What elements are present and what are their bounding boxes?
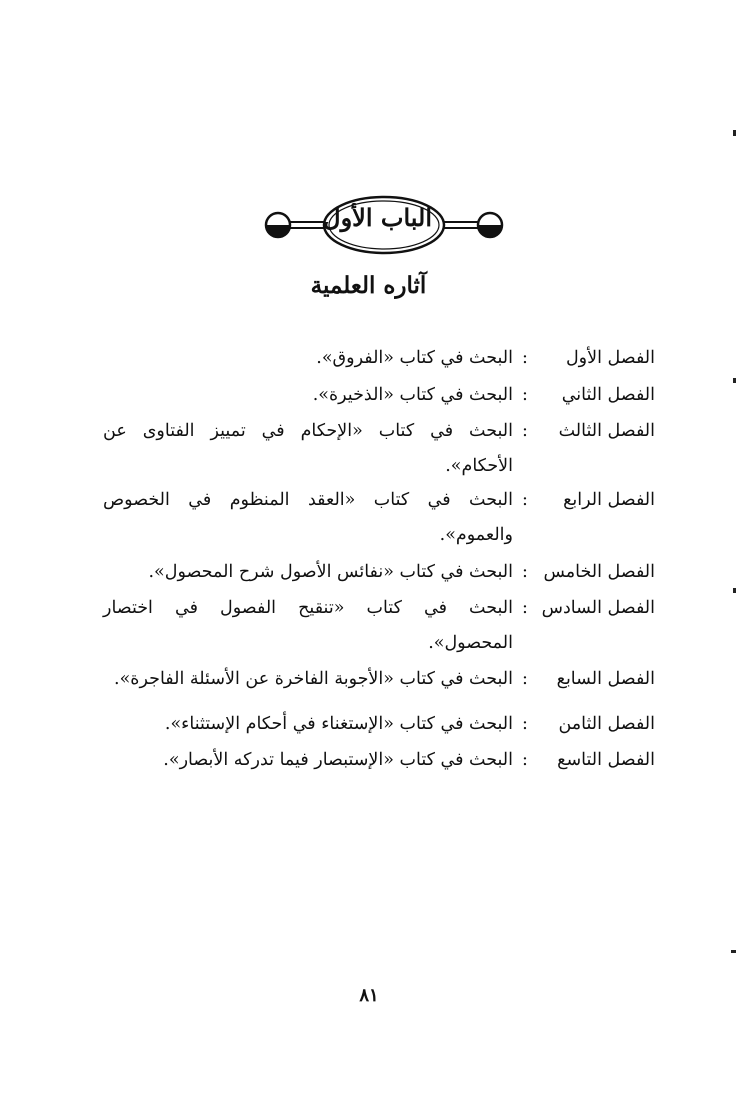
chapter-label: الفصل الرابع bbox=[563, 490, 655, 510]
chapter-continuation: المحصول». bbox=[428, 633, 513, 653]
chapter-row-7 bbox=[0, 669, 737, 695]
chapter-description: البحث في كتاب «الفروق». bbox=[316, 348, 513, 368]
chapter-label: الفصل الثامن bbox=[558, 714, 655, 734]
chapter-description: البحث في كتاب «نفائس الأصول شرح المحصول». bbox=[148, 562, 513, 582]
chapter-separator: : bbox=[522, 490, 528, 510]
chapter-description: البحث في كتاب «الإستغناء في أحكام الإستثناء». bbox=[164, 714, 513, 734]
chapter-separator: : bbox=[522, 669, 528, 689]
chapter-row-1 bbox=[0, 348, 737, 374]
chapter-separator: : bbox=[522, 598, 528, 618]
chapter-description: البحث في كتاب «الإستبصار فيما تدركه الأبصار». bbox=[163, 750, 513, 770]
page-number: ٨١ bbox=[359, 985, 379, 1006]
chapter-row-6 bbox=[0, 598, 737, 624]
chapter-row-3 bbox=[0, 421, 737, 447]
chapter-description: البحث في كتاب «الأجوبة الفاخرة عن الأسئلة الفاجرة». bbox=[114, 669, 513, 689]
chapter-row-8 bbox=[0, 714, 737, 740]
chapter-row-9 bbox=[0, 750, 737, 776]
chapter-label: الفصل الثالث bbox=[558, 421, 655, 441]
chapter-separator: : bbox=[522, 714, 528, 734]
page-subtitle: آثاره العلمية bbox=[310, 272, 427, 299]
chapter-label: الفصل السادس bbox=[541, 598, 655, 618]
chapter-row-2 bbox=[0, 385, 737, 411]
chapter-separator: : bbox=[522, 421, 528, 441]
chapter-label: الفصل الأول bbox=[565, 348, 655, 368]
chapter-description: البحث في كتاب «الذخيرة». bbox=[312, 385, 513, 405]
chapter-label: الفصل السابع bbox=[556, 669, 655, 689]
chapter-separator: : bbox=[522, 562, 528, 582]
chapter-row-4 bbox=[0, 490, 737, 516]
scan-speck bbox=[733, 130, 736, 136]
scan-speck bbox=[733, 588, 736, 593]
chapter-label: الفصل التاسع bbox=[557, 750, 655, 770]
chapter-row-5 bbox=[0, 562, 737, 588]
chapter-description: البحث في كتاب «الإحكام في تمييز الفتاوى عن bbox=[103, 421, 513, 441]
chapter-heading: الباب الأول bbox=[323, 203, 432, 232]
chapter-continuation: الأحكام». bbox=[445, 456, 513, 476]
scan-speck bbox=[731, 950, 736, 953]
chapter-description: البحث في كتاب «تنقيح الفصول في اختصار bbox=[103, 598, 513, 618]
chapter-label: الفصل الخامس bbox=[543, 562, 655, 582]
chapter-separator: : bbox=[522, 348, 528, 368]
chapter-continuation: والعموم». bbox=[439, 525, 513, 545]
chapter-description: البحث في كتاب «العقد المنظوم في الخصوص bbox=[103, 490, 513, 510]
chapter-separator: : bbox=[522, 385, 528, 405]
chapter-label: الفصل الثاني bbox=[561, 385, 655, 405]
chapter-separator: : bbox=[522, 750, 528, 770]
scan-speck bbox=[733, 378, 736, 383]
